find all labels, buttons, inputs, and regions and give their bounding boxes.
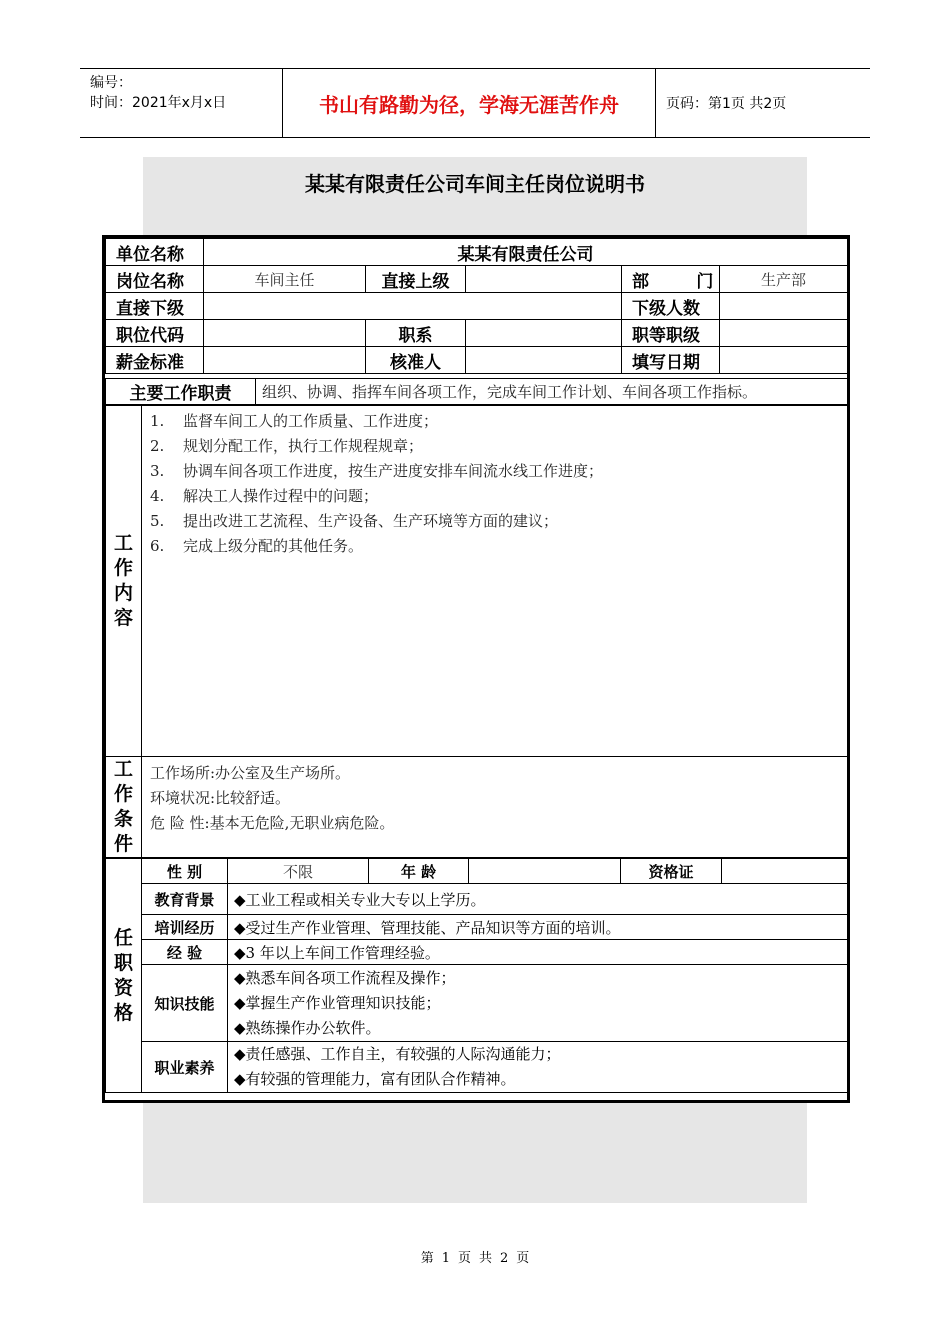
salary-value bbox=[204, 347, 366, 374]
education-label: 教育背景 bbox=[142, 884, 228, 915]
list-item bbox=[142, 434, 847, 459]
list-item-number: 3. bbox=[150, 462, 165, 480]
grade-label: 职等职级 bbox=[622, 320, 720, 347]
certificate-value bbox=[722, 859, 848, 884]
footer-page-number: 1 bbox=[441, 1251, 450, 1266]
list-item bbox=[142, 534, 847, 559]
main-duty-table bbox=[105, 378, 848, 405]
job-family-label: 职系 bbox=[366, 320, 466, 347]
footer-word: 页 bbox=[457, 1251, 471, 1266]
unit-name-label: 单位名称 bbox=[106, 239, 204, 266]
footer-word: 页 bbox=[516, 1251, 530, 1266]
condition-line: 环境状况:比较舒适。 bbox=[150, 789, 291, 807]
quality-label: 职业素养 bbox=[142, 1042, 228, 1093]
work-conditions-content bbox=[142, 757, 848, 858]
job-description-form bbox=[102, 235, 850, 1103]
header-meta bbox=[80, 69, 282, 137]
experience-value: ◆3 年以上车间工作管理经验。 bbox=[228, 940, 848, 965]
condition-line: 危 险 性:基本无危险,无职业病危险。 bbox=[150, 814, 395, 832]
department-label: 部 门 bbox=[622, 266, 720, 293]
work-content-table bbox=[105, 405, 848, 858]
list-item-text: 完成上级分配的其他任务。 bbox=[183, 537, 364, 555]
list-item-text: 监督车间工人的工作质量、工作进度； bbox=[183, 412, 439, 430]
gender-label: 性 别 bbox=[142, 859, 228, 884]
subordinate-count-value bbox=[720, 293, 848, 320]
direct-superior-label: 直接上级 bbox=[366, 266, 466, 293]
work-content-label: 工作内容 bbox=[114, 532, 134, 629]
qualifications-label: 任职资格 bbox=[114, 926, 134, 1024]
training-value: ◆受过生产作业管理、管理技能、产品知识等方面的培训。 bbox=[228, 915, 848, 940]
header-motto: 书山有路勤为径，学海无涯苦作舟 bbox=[282, 69, 656, 137]
direct-subordinate-label: 直接下级 bbox=[106, 293, 204, 320]
qualifications-table bbox=[105, 858, 848, 1093]
quality-value bbox=[228, 1042, 848, 1093]
list-item bbox=[142, 409, 847, 434]
skills-label: 知识技能 bbox=[142, 965, 228, 1042]
list-item-number: 6. bbox=[150, 537, 165, 555]
quality-item: ◆责任感强、工作自主，有较强的人际沟通能力； bbox=[234, 1045, 561, 1063]
experience-label: 经 验 bbox=[142, 940, 228, 965]
time-label: 时间：2021年x月x日 bbox=[90, 95, 227, 111]
age-label: 年 龄 bbox=[369, 859, 469, 884]
job-family-value bbox=[466, 320, 622, 347]
list-item-number: 1. bbox=[150, 412, 165, 430]
list-item-text: 协调车间各项工作进度，按生产进度安排车间流水线工作进度； bbox=[183, 462, 604, 480]
position-code-label: 职位代码 bbox=[106, 320, 204, 347]
list-item-text: 规划分配工作，执行工作规程规章； bbox=[183, 437, 424, 455]
work-content-list bbox=[142, 406, 848, 757]
header-page-info: 页码：第1页 共2页 bbox=[666, 96, 787, 112]
main-duty-text: 组织、协调、指挥车间各项工作，完成车间工作计划、车间各项工作指标。 bbox=[256, 379, 848, 405]
certificate-label: 资格证 bbox=[621, 859, 722, 884]
approver-label: 核准人 bbox=[366, 347, 466, 374]
list-item bbox=[142, 459, 847, 484]
fill-date-label: 填写日期 bbox=[622, 347, 720, 374]
skill-item: ◆熟练操作办公软件。 bbox=[234, 1018, 381, 1037]
page-footer bbox=[0, 1247, 950, 1266]
direct-superior-value bbox=[466, 266, 622, 293]
position-name-label: 岗位名称 bbox=[106, 266, 204, 293]
work-conditions-label: 工作条件 bbox=[114, 758, 134, 855]
education-value: ◆工业工程或相关专业大专以上学历。 bbox=[228, 884, 848, 915]
document-header bbox=[80, 68, 870, 138]
number-label: 编号： bbox=[90, 75, 132, 91]
skill-item: ◆掌握生产作业管理知识技能； bbox=[234, 993, 441, 1012]
grade-value bbox=[720, 320, 848, 347]
footer-total-pages: 2 bbox=[500, 1251, 509, 1266]
work-conditions-label-cell bbox=[106, 757, 142, 858]
qualifications-label-cell bbox=[106, 859, 142, 1093]
skills-value bbox=[228, 965, 848, 1042]
list-item bbox=[142, 509, 847, 534]
work-content-label-cell bbox=[106, 406, 142, 757]
footer-word: 第 bbox=[420, 1251, 434, 1266]
document-title: 某某有限责任公司车间主任岗位说明书 bbox=[305, 172, 645, 196]
age-value bbox=[469, 859, 621, 884]
approver-value bbox=[466, 347, 622, 374]
skill-item: ◆熟悉车间各项工作流程及操作； bbox=[234, 968, 456, 987]
list-item bbox=[142, 484, 847, 509]
position-code-value bbox=[204, 320, 366, 347]
footer-word: 共 bbox=[479, 1251, 493, 1266]
list-item-text: 解决工人操作过程中的问题； bbox=[183, 487, 379, 505]
unit-name-value: 某某有限责任公司 bbox=[204, 239, 848, 266]
department-value: 生产部 bbox=[720, 266, 848, 293]
list-item-number: 4. bbox=[150, 487, 165, 505]
quality-item: ◆有较强的管理能力，富有团队合作精神。 bbox=[234, 1070, 516, 1088]
list-item-text: 提出改进工艺流程、生产设备、生产环境等方面的建议； bbox=[183, 512, 559, 530]
list-item-number: 5. bbox=[150, 512, 165, 530]
list-item-number: 2. bbox=[150, 437, 165, 455]
salary-label: 薪金标准 bbox=[106, 347, 204, 374]
training-label: 培训经历 bbox=[142, 915, 228, 940]
subordinate-count-label: 下级人数 bbox=[622, 293, 720, 320]
main-duty-label: 主要工作职责 bbox=[106, 379, 256, 405]
fill-date-value bbox=[720, 347, 848, 374]
direct-subordinate-value bbox=[204, 293, 622, 320]
basic-info-table bbox=[105, 238, 848, 374]
condition-line: 工作场所:办公室及生产场所。 bbox=[150, 764, 351, 782]
gender-value: 不限 bbox=[228, 859, 369, 884]
position-name-value: 车间主任 bbox=[204, 266, 366, 293]
